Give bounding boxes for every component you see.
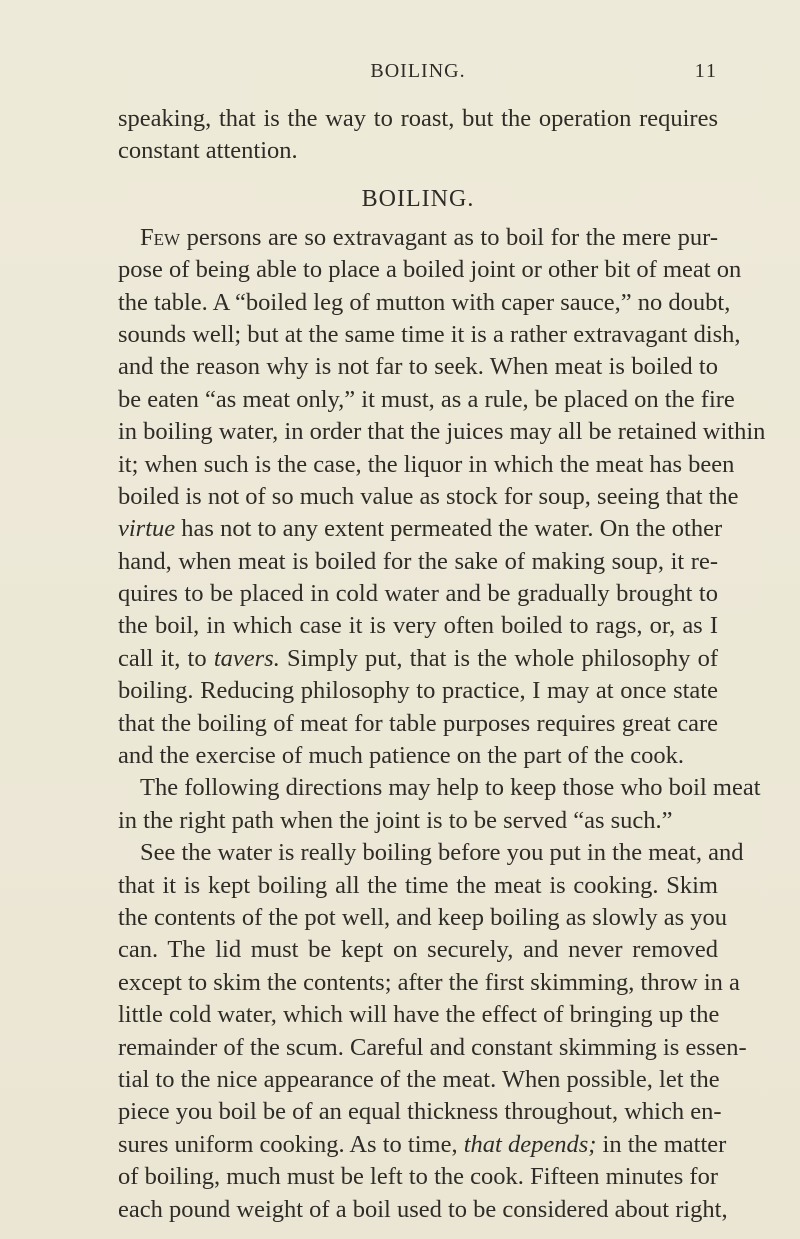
- text-line: sounds well; but at the same time it is a rather extravagant dish,: [118, 320, 741, 348]
- text-line: and the reason why is not far to seek. When meat is boiled to: [118, 353, 718, 381]
- line-fragment: call it, to: [118, 644, 214, 672]
- line-fragment: persons are so extravagant as to boil for the mere pur-: [180, 223, 718, 251]
- italic-phrase: that depends;: [463, 1130, 597, 1158]
- body-text: [118, 103, 766, 1226]
- text-line: The following directions may help to keep those who boil meat: [140, 774, 761, 802]
- text-line: pose of being able to place a boiled joint or other bit of meat on: [118, 256, 742, 284]
- running-head: [118, 60, 718, 90]
- text-line: boiling. Reducing philosophy to practice, I may at once state: [118, 677, 718, 705]
- text-line: [118, 643, 718, 675]
- text-line: piece you boil be of an equal thickness throughout, which en-: [118, 1098, 722, 1126]
- text-line: the table. A “boiled leg of mutton with caper sauce,” no doubt,: [118, 288, 731, 316]
- text-line: can. The lid must be kept on securely, and never removed: [118, 936, 718, 964]
- text-line: be eaten “as meat only,” it must, as a rule, be placed on the fire: [118, 385, 735, 413]
- text-line: that it is kept boiling all the time the meat is cooking. Skim: [118, 871, 718, 899]
- line-fragment: sures uniform cooking. As to time,: [118, 1130, 458, 1158]
- text-line: tial to the nice appearance of the meat. When possible, let the: [118, 1065, 720, 1093]
- text-line: See the water is really boiling before you put in the meat, and: [140, 839, 744, 867]
- text-line: [118, 513, 723, 545]
- text-line: [118, 222, 718, 254]
- line-fragment: has not to any extent permeated the water. On the other: [175, 515, 723, 543]
- text-line: quires to be placed in cold water and be gradually brought to: [118, 580, 718, 608]
- text-line: constant attention.: [118, 137, 298, 165]
- line-fragment: Simply put, that is the whole philosophy of: [279, 644, 718, 672]
- text-line: in boiling water, in order that the juices may all be retained within: [118, 418, 766, 446]
- text-line: remainder of the scum. Careful and constant skimming is essen-: [118, 1033, 747, 1061]
- text-line: little cold water, which will have the effect of bringing up the: [118, 1001, 720, 1029]
- text-line: it; when such is the case, the liquor in which the meat has been: [118, 450, 735, 478]
- text-line: the boil, in which case it is very often boiled to rags, or, as I: [118, 612, 718, 640]
- italic-word: tavers.: [213, 644, 280, 672]
- text-line: of boiling, much must be left to the cook. Fifteen minutes for: [118, 1163, 718, 1191]
- text-line: each pound weight of a boil used to be considered about right,: [118, 1195, 728, 1223]
- text-line: in the right path when the joint is to be served “as such.”: [118, 806, 673, 834]
- italic-word: virtue: [118, 515, 176, 543]
- text-line: speaking, that is the way to roast, but the operation requires: [118, 105, 718, 132]
- text-line: boiled is not of so much value as stock for soup, seeing that the: [118, 482, 739, 510]
- line-fragment: in the matter: [602, 1130, 727, 1158]
- drop-word: Few: [140, 223, 181, 251]
- text-line: except to skim the contents; after the first skimming, throw in a: [118, 968, 740, 996]
- text-line: hand, when meat is boiled for the sake of making soup, it re-: [118, 547, 718, 575]
- text-line: that the boiling of meat for table purposes requires great care: [118, 709, 718, 737]
- text-line: and the exercise of much patience on the part of the cook.: [118, 742, 684, 770]
- page-number: 11: [694, 60, 718, 82]
- running-title: BOILING.: [370, 60, 466, 82]
- section-heading: BOILING.: [361, 185, 475, 212]
- text-line: the contents of the pot well, and keep boiling as slowly as you: [118, 903, 727, 931]
- text-line: [118, 1129, 727, 1161]
